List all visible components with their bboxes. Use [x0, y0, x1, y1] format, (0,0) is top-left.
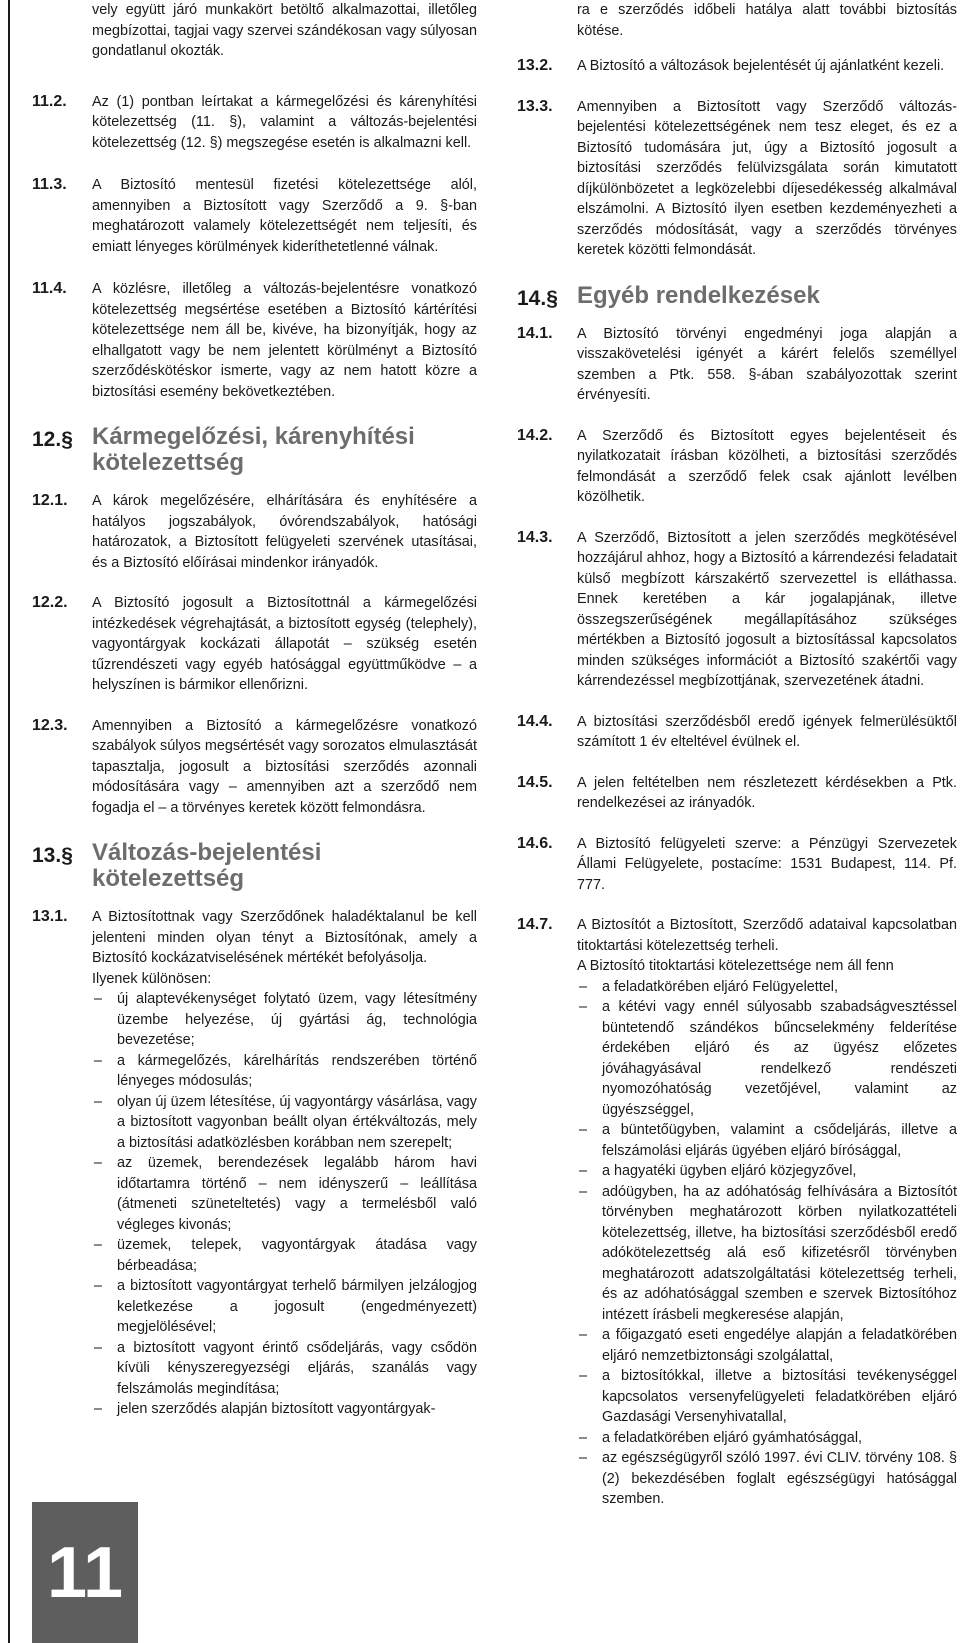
paragraph-text: A Biztosító jogosult a Biztosítottnál a kármegelőzési intézkedések végrehajtását, a biztosított egység (telephely), vagyontárgyak kockázati állapotát – szükség esetén tűzrendészeti vagy egyéb hatósággal együttműködve – a helyszínen is bármikor ellenőrizni. — [92, 595, 477, 693]
list-item: – az üzemek, berendezések legalább három havi időtartamra történő – nem idényszerű – leállítása (átmeneti szüneteltetés) vagy a termelésből való végleges kivonás; — [92, 1153, 477, 1235]
paragraph-11-2 — [32, 92, 477, 154]
paragraph-text: A Biztosító mentesül fizetési kötelezettsége alól, amennyiben a Biztosított vagy Szerződő a 9. §-ban meghatározott valamely kötelezettségét nem teljesíti, és emiatt lényeges körülmények kideríthetetlenné válnak. — [92, 177, 477, 255]
paragraph-text: Amennyiben a Biztosító a kármegelőzésre vonatkozó szabályok súlyos megsértését vagy sorozatos elmulasztását tapasztalja, jogosult a biztosítási szerződés azonnali módosítására vagy – amennyiben azt a szerződő nem fogadja el – a törvényes keretek között felmondásra. — [92, 717, 477, 816]
change-list — [92, 989, 477, 1420]
section-13-heading — [32, 840, 477, 892]
list-item: – jelen szerződés alapján biztosított vagyontárgyak- — [92, 1399, 477, 1420]
paragraph-text: A Szerződő, Biztosított a jelen szerződés megkötésével hozzájárul ahhoz, hogy a Biztosító a kárrendezési feladatait külső megbízott kárszakértő szervezettel is elláthassa. Ennek keretében a kár jogalapjának, illetve összegszerűségének megállapításához szükséges mértékben a Biztosító jogosult a biztosítással kapcsolatos minden szükséges információt a Biztosító szakértői vagy kárrendezéssel megbízottjának, szervezetének átadni. — [577, 529, 957, 689]
paragraph-number: 13.2. — [517, 57, 553, 74]
continued-paragraph: ra e szerződés időbeli hatálya alatt további biztosítás kötése. — [577, 2, 957, 39]
section-title: Kármegelőzési, kárenyhítési kötelezettség — [92, 423, 415, 476]
paragraph-number: 14.6. — [517, 834, 553, 852]
paragraph-12-1 — [32, 491, 477, 573]
section-title: Egyéb rendelkezések — [577, 281, 820, 309]
paragraph-number: 13.3. — [517, 97, 553, 115]
list-intro: Ilyenek különösen: — [92, 970, 212, 987]
section-title: Változás-bejelentési kötelezettség — [92, 839, 322, 892]
section-12-heading — [32, 424, 477, 476]
paragraph-14-1 — [517, 324, 957, 406]
section-number: 14.§ — [517, 286, 558, 310]
paragraph-number: 14.2. — [517, 426, 553, 444]
list-item: – a biztosítókkal, illetve a biztosítási tevékenységgel kapcsolatos versenyfelügyeleti feladatkörében eljáró Gazdasági Versenyhivatallal, — [577, 1366, 957, 1428]
continued-paragraph: vely együtt járó munkakört betöltő alkalmazottai, illetőleg megbízottai, tagjai vagy szervei szándékosan vagy súlyosan gondatlanul okozták. — [92, 2, 477, 59]
paragraph-text: Az (1) pontban leírtakat a kármegelőzési és kárenyhítési kötelezettség (11. §), valamint a változás-bejelentési kötelezettség (12. §) megszegése esetén is alkalmazni kell. — [92, 93, 477, 151]
list-intro: A Biztosító titoktartási kötelezettsége nem áll fenn — [577, 958, 894, 974]
list-item: – adóügyben, ha az adóhatóság felhívására a Biztosítót törvényben meghatározott körben nyilatkozattételi kötelezettség, illetve, ha biztosítási szerződésből eredő adókötelezettség alá eső kifizetésről törvényben meghatározott adatszolgáltatási kötelezettség terheli, és az adóhatósággal szemben e szervek Biztosítóhoz intézett írásbeli megkeresése alapján, — [577, 1182, 957, 1326]
page-number: 11 — [32, 1502, 138, 1643]
left-margin-rule — [8, 0, 10, 1643]
left-column — [32, 0, 477, 1435]
paragraph-number: 12.3. — [32, 716, 68, 734]
paragraph-number: 11.3. — [32, 176, 67, 193]
paragraph-14-4 — [517, 712, 957, 753]
list-item: – a kármegelőzés, kárelhárítás rendszerében történő lényeges módosulás; — [92, 1051, 477, 1092]
list-item: – a feladatkörében eljáró Felügyelettel, — [577, 977, 957, 998]
section-14-heading — [517, 283, 957, 309]
paragraph-number: 11.4. — [32, 280, 67, 297]
list-item: – üzemek, telepek, vagyontárgyak átadása vagy bérbeadása; — [92, 1235, 477, 1276]
section-number: 12.§ — [32, 428, 73, 451]
paragraph-number: 12.1. — [32, 492, 68, 509]
paragraph-text: A Szerződő és Biztosított egyes bejelentéseit és nyilatkozatait írásban közölheti, a biztosítási szerződés felmondását a szerződő felek csak ajánlott levélben közölhetik. — [577, 427, 957, 505]
paragraph-text: A Biztosító a változások bejelentését új ajánlatként kezeli. — [577, 58, 945, 74]
paragraph-14-2 — [517, 426, 957, 508]
paragraph-text: A károk megelőzésére, elhárítására és enyhítésére a hatályos jogszabályok, óvórendszabályok, hatósági határozatok, a Biztosított felügyeleti szervének utasításai, és a Biztosító előírásai mindenkor irányadók. — [92, 493, 477, 571]
paragraph-text: A biztosítási szerződésből eredő igények felmerülésüktől számított 1 év elteltével évülnek el. — [577, 713, 957, 750]
paragraph-12-2 — [32, 593, 477, 696]
right-column — [517, 0, 957, 1525]
list-item: – a főigazgató eseti engedélye alapján a feladatkörében eljáró nemzetbiztonsági szolgálattal, — [577, 1325, 957, 1366]
paragraph-14-6 — [517, 834, 957, 896]
paragraph-number: 14.5. — [517, 773, 553, 791]
paragraph-13-1 — [32, 907, 477, 1420]
list-item: – az egészségügyről szóló 1997. évi CLIV. törvény 108. § (2) bekezdésében foglalt egészségügyi hatósággal szemben. — [577, 1448, 957, 1510]
paragraph-11-3 — [32, 175, 477, 257]
paragraph-text: A jelen feltételben nem részletezett kérdésekben a Ptk. rendelkezései az irányadók. — [577, 774, 957, 811]
paragraph-number: 11.2. — [32, 92, 67, 110]
list-item: – olyan új üzem létesítése, új vagyontárgy vásárlása, vagy a biztosított vagyonban beállt olyan értékváltozás, mely a biztosítási adatközlésben korábban nem szerepelt; — [92, 1092, 477, 1154]
paragraph-text: A Biztosító törvényi engedményi joga alapján a visszakövetelési igényét a kárért felelős személlyel szemben a Ptk. 558. §-ában szabályozottak szerint érvényesíti. — [577, 325, 957, 403]
paragraph-14-3 — [517, 528, 957, 692]
paragraph-number: 14.3. — [517, 528, 553, 546]
paragraph-number: 14.7. — [517, 916, 553, 933]
paragraph-text: A Biztosító felügyeleti szerve: a Pénzügyi Szervezetek Állami Felügyelete, postacíme: 1531 Budapest, 114. Pf. 777. — [577, 835, 957, 893]
paragraph-12-3 — [32, 716, 477, 819]
list-item: – a hagyatéki ügyben eljáró közjegyzővel, — [577, 1161, 957, 1182]
list-item: – új alaptevékenységet folytató üzem, vagy létesítmény üzembe helyezése, új gyártási ág, technológia bevezetése; — [92, 989, 477, 1051]
list-item: – a büntetőügyben, valamint a csődeljárás, illetve a felszámolási eljárás ügyében eljáró bírósággal, — [577, 1120, 957, 1161]
list-item: – a kétévi vagy ennél súlyosabb szabadságvesztéssel büntetendő szándékos bűncselekmény felderítése érdekében eljáró és az ügyész előzetes jóváhagyásával rendelkező rendészeti nyomozóhatóság vezetőjével, valamint az ügyészséggel, — [577, 997, 957, 1120]
paragraph-11-4 — [32, 279, 477, 402]
paragraph-text: Amennyiben a Biztosított vagy Szerződő változás-bejelentési kötelezettségének nem tesz eleget, és ez a Biztosító tudomására jut, úgy a Biztosító jogosult a biztosítási szerződés felülvizsgálata során kimutatott díjkülönbözetet a legközelebbi díjesedékesség alkalmával elszámolni. A Biztosító ilyen esetben kezdeményezheti a szerződés módosítását, vagy a szerződés törvényes keretek közötti felmondását. — [577, 98, 957, 258]
paragraph-number: 14.4. — [517, 712, 553, 730]
paragraph-13-2 — [517, 56, 957, 77]
paragraph-14-7 — [517, 915, 957, 1510]
paragraph-number: 12.2. — [32, 594, 68, 611]
section-number: 13.§ — [32, 844, 73, 867]
confidentiality-exceptions-list — [577, 977, 957, 1510]
paragraph-text: A közlésre, illetőleg a változás-bejelentésre vonatkozó kötelezettség megsértése esetében a Biztosító kártérítési kötelezettsége nem áll be, kivéve, ha bizonyítják, hogy az elhallgatott vagy be nem jelentett körülményt a Biztosító szerződéskötéskor ismerte, vagy az nem hatott közre a biztosítási esemény bekövetkeztében. — [92, 281, 477, 400]
list-item: – a feladatkörében eljáró gyámhatósággal, — [577, 1428, 957, 1449]
list-item: – a biztosított vagyontárgyat terhelő bármilyen jelzálogjog keletkezése a jogosult (engedményezett) megjelölésével; — [92, 1276, 477, 1338]
paragraph-text: A Biztosítót a Biztosított, Szerződő adataival kapcsolatban titoktartási kötelezettség terheli. — [577, 917, 957, 954]
list-item: – a biztosított vagyont érintő csődeljárás, vagy csődön kívüli kényszeregyezségi eljárás, szanálás vagy felszámolás megindítása; — [92, 1338, 477, 1400]
paragraph-text: A Biztosítottnak vagy Szerződőnek haladéktalanul be kell jelenteni minden olyan tényt a Biztosítónak, amely a Biztosító kockázatviselésének mértékét befolyásolja. — [92, 909, 477, 966]
paragraph-number: 13.1. — [32, 908, 68, 925]
paragraph-13-3 — [517, 97, 957, 261]
paragraph-number: 14.1. — [517, 324, 553, 342]
paragraph-14-5 — [517, 773, 957, 814]
